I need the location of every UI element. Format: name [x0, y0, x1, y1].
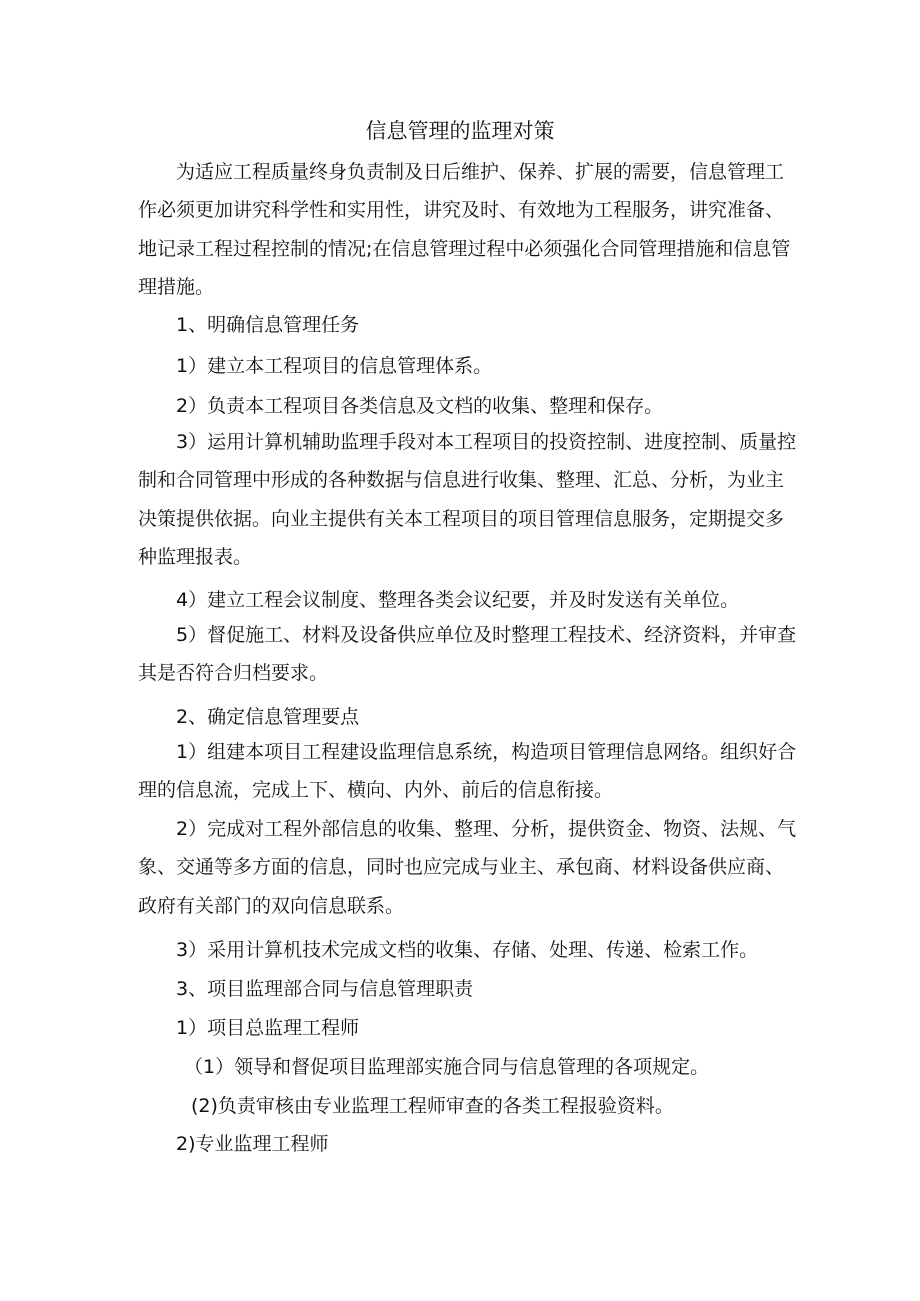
section1-item4: 4）建立工程会议制度、整理各类会议纪要，并及时发送有关单位。: [176, 589, 740, 611]
section3-heading: 3、项目监理部合同与信息管理职责: [176, 978, 474, 1000]
intro-paragraph: 为适应工程质量终身负责制及日后维护、保养、扩展的需要，信息管理工作必须更加讲究科学性和实用性，讲究及时、有效地为工程服务，讲究准备、地记录工程过程控制的情况;在信息管理过程中必须强化合同管理措施和信息管理措施。: [138, 161, 791, 299]
section2-heading: 2、确定信息管理要点: [176, 706, 360, 728]
section1-heading: 1、明确信息管理任务: [176, 314, 360, 336]
section1-item5: 5）督促施工、材料及设备供应单位及时整理工程技术、经济资料，并审查其是否符合归档要求。: [138, 624, 797, 685]
section2-item1: 1）组建本项目工程建设监理信息系统，构造项目管理信息网络。组织好合理的信息流，完成上下、横向、内外、前后的信息衔接。: [138, 741, 797, 802]
section3-sub1-item2: (2)负责审核由专业监理工程师审查的各类工程报验资料。: [191, 1095, 674, 1117]
section3-sub1-heading: 1）项目总监理工程师: [176, 1017, 360, 1039]
section2-item2: 2）完成对工程外部信息的收集、整理、分析，提供资金、物资、法规、气象、交通等多方面的信息，同时也应完成与业主、承包商、材料设备供应商、政府有关部门的双向信息联系。: [138, 818, 797, 917]
section1-item1: 1）建立本工程项目的信息管理体系。: [176, 355, 493, 377]
section1-item3: 3）运用计算机辅助监理手段对本工程项目的投资控制、进度控制、质量控制和合同管理中形成的各种数据与信息进行收集、整理、汇总、分析，为业主决策提供依据。向业主提供有关本工程项目的项目管理信息服务，定期提交多种监理报表。: [138, 431, 797, 569]
section3-sub1-item1: （1）领导和督促项目监理部实施合同与信息管理的各项规定。: [184, 1056, 710, 1078]
document-title: 信息管理的监理对策: [365, 119, 555, 143]
section1-item2: 2）负责本工程项目各类信息及文档的收集、整理和保存。: [176, 395, 664, 417]
section2-item3: 3）采用计算机技术完成文档的收集、存储、处理、传递、检索工作。: [176, 939, 759, 961]
section3-sub2-heading: 2)专业监理工程师: [176, 1133, 329, 1155]
